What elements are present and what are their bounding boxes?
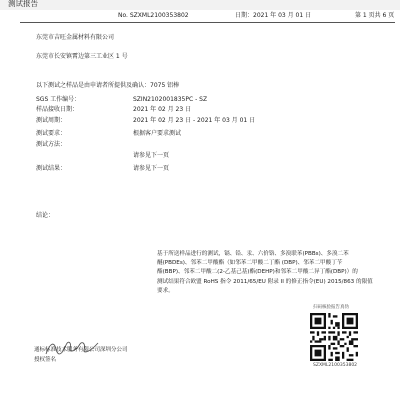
conclusion-text [157,250,387,296]
client-address: 东莞市长安镇霄边第三工业区 1 号 [36,53,128,60]
header-divider [20,22,395,23]
conclusion-line: 酯(BBP)、邻苯二甲酸二(2-乙基己基)酯(DEHP)和邻苯二甲酸二异丁酯(DBP)）的 [157,269,358,276]
conclusion-label: 结论： [36,212,55,219]
header-bar [0,0,400,10]
field-value-job-no: SZIN2102001835PC - SZ [133,96,208,103]
report-date: 日期：2021 年 03 月 01 日 [235,12,312,19]
field-value-test-method: 请参见下一页 [133,152,170,159]
qr-caption: 扫码核验报告真伪 [313,305,349,310]
sample-intro: 以下测试之样品是由申请者所提供及确认：7075 铝棒 [36,82,180,89]
report-title: 测试报告 [8,0,38,8]
field-label-test-period: 测试周期： [36,117,67,124]
field-label-test-requirement: 测试要求： [36,130,67,137]
field-value-receipt-date: 2021 年 02 月 23 日 [133,106,192,113]
qr-code[interactable] [310,313,358,361]
page-indicator: 第 1 页共 6 页 [355,12,395,19]
report-number: No. SZXML2100353802 [118,12,189,19]
field-label-receipt-date: 样品接收日期： [36,106,79,113]
conclusion-line: 醚(PBDEs)、邻苯二甲酸酯（如邻苯二甲酸二丁酯 (DBP)、邻苯二甲酸丁苄 [157,260,343,267]
conclusion-line: 基于所送样品进行的测试，镉、铅、汞、六价铬、多溴联苯(PBBs)、多溴二苯 [157,251,349,257]
field-value-test-requirement: 根据客户要求测试 [133,130,182,137]
conclusion-line: 要求。 [157,287,174,294]
conclusion-line: 测试结果符合欧盟 RoHS 指令 2011/65/EU 附录 II 的修正指令(EU) 2015/863 的限值 [157,278,373,285]
qr-code-icon [310,313,358,361]
field-value-test-result: 请参见下一页 [133,165,170,172]
footer-company: 通标标准技术服务有限公司深圳分公司 [34,347,128,353]
field-label-test-method: 测试方法： [36,141,67,148]
field-value-test-period: 2021 年 02 月 23 日 - 2021 年 03 月 01 日 [133,117,256,124]
field-label-test-result: 测试结果： [36,165,67,172]
qr-code-number: SZXML2100353802 [313,363,358,368]
field-label-job-no: SGS 工作编号： [36,96,81,103]
footer-signatory: 授权签名 [34,357,57,363]
client-name: 东莞市吉旺金属材料有限公司 [36,34,115,41]
